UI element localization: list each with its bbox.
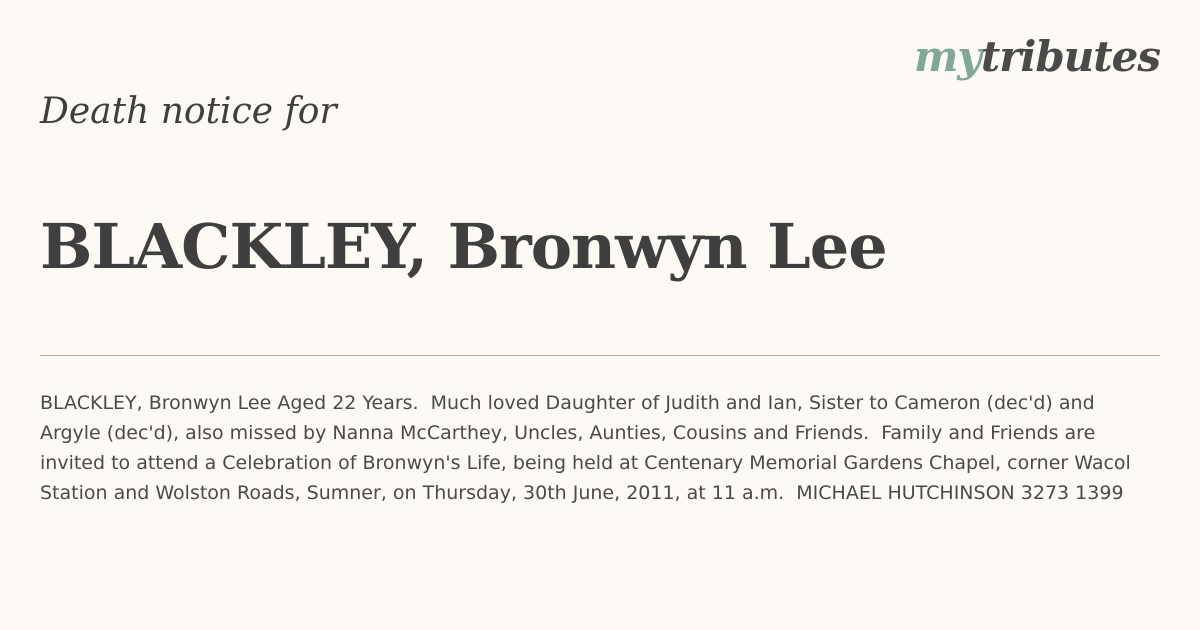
logo-tributes-text: tributes — [980, 32, 1160, 81]
mytributes-logo[interactable] — [913, 32, 1160, 81]
death-notice-label: Death notice for — [40, 91, 337, 132]
notice-body-text: BLACKLEY, Bronwyn Lee Aged 22 Years. Much loved Daughter of Judith and Ian, Sister to Cameron (dec'd) and Argyle (dec'd), also missed by Nanna McCarthey, Uncles, Aunties, Cousins and Friends. Family and Friends are invited to attend a Celebration of Bronwyn's Life, being held at Centenary Memorial Gardens Chapel, corner Wacol Station and Wolston Roads, Sumner, on Thursday, 30th June, 2011, at 11 a.m. MICHAEL HUTCHINSON 3273 1399 — [40, 392, 1137, 504]
logo-my-text: my — [913, 32, 981, 81]
section-divider — [40, 355, 1160, 356]
deceased-name-heading: BLACKLEY, Bronwyn Lee — [40, 210, 887, 283]
